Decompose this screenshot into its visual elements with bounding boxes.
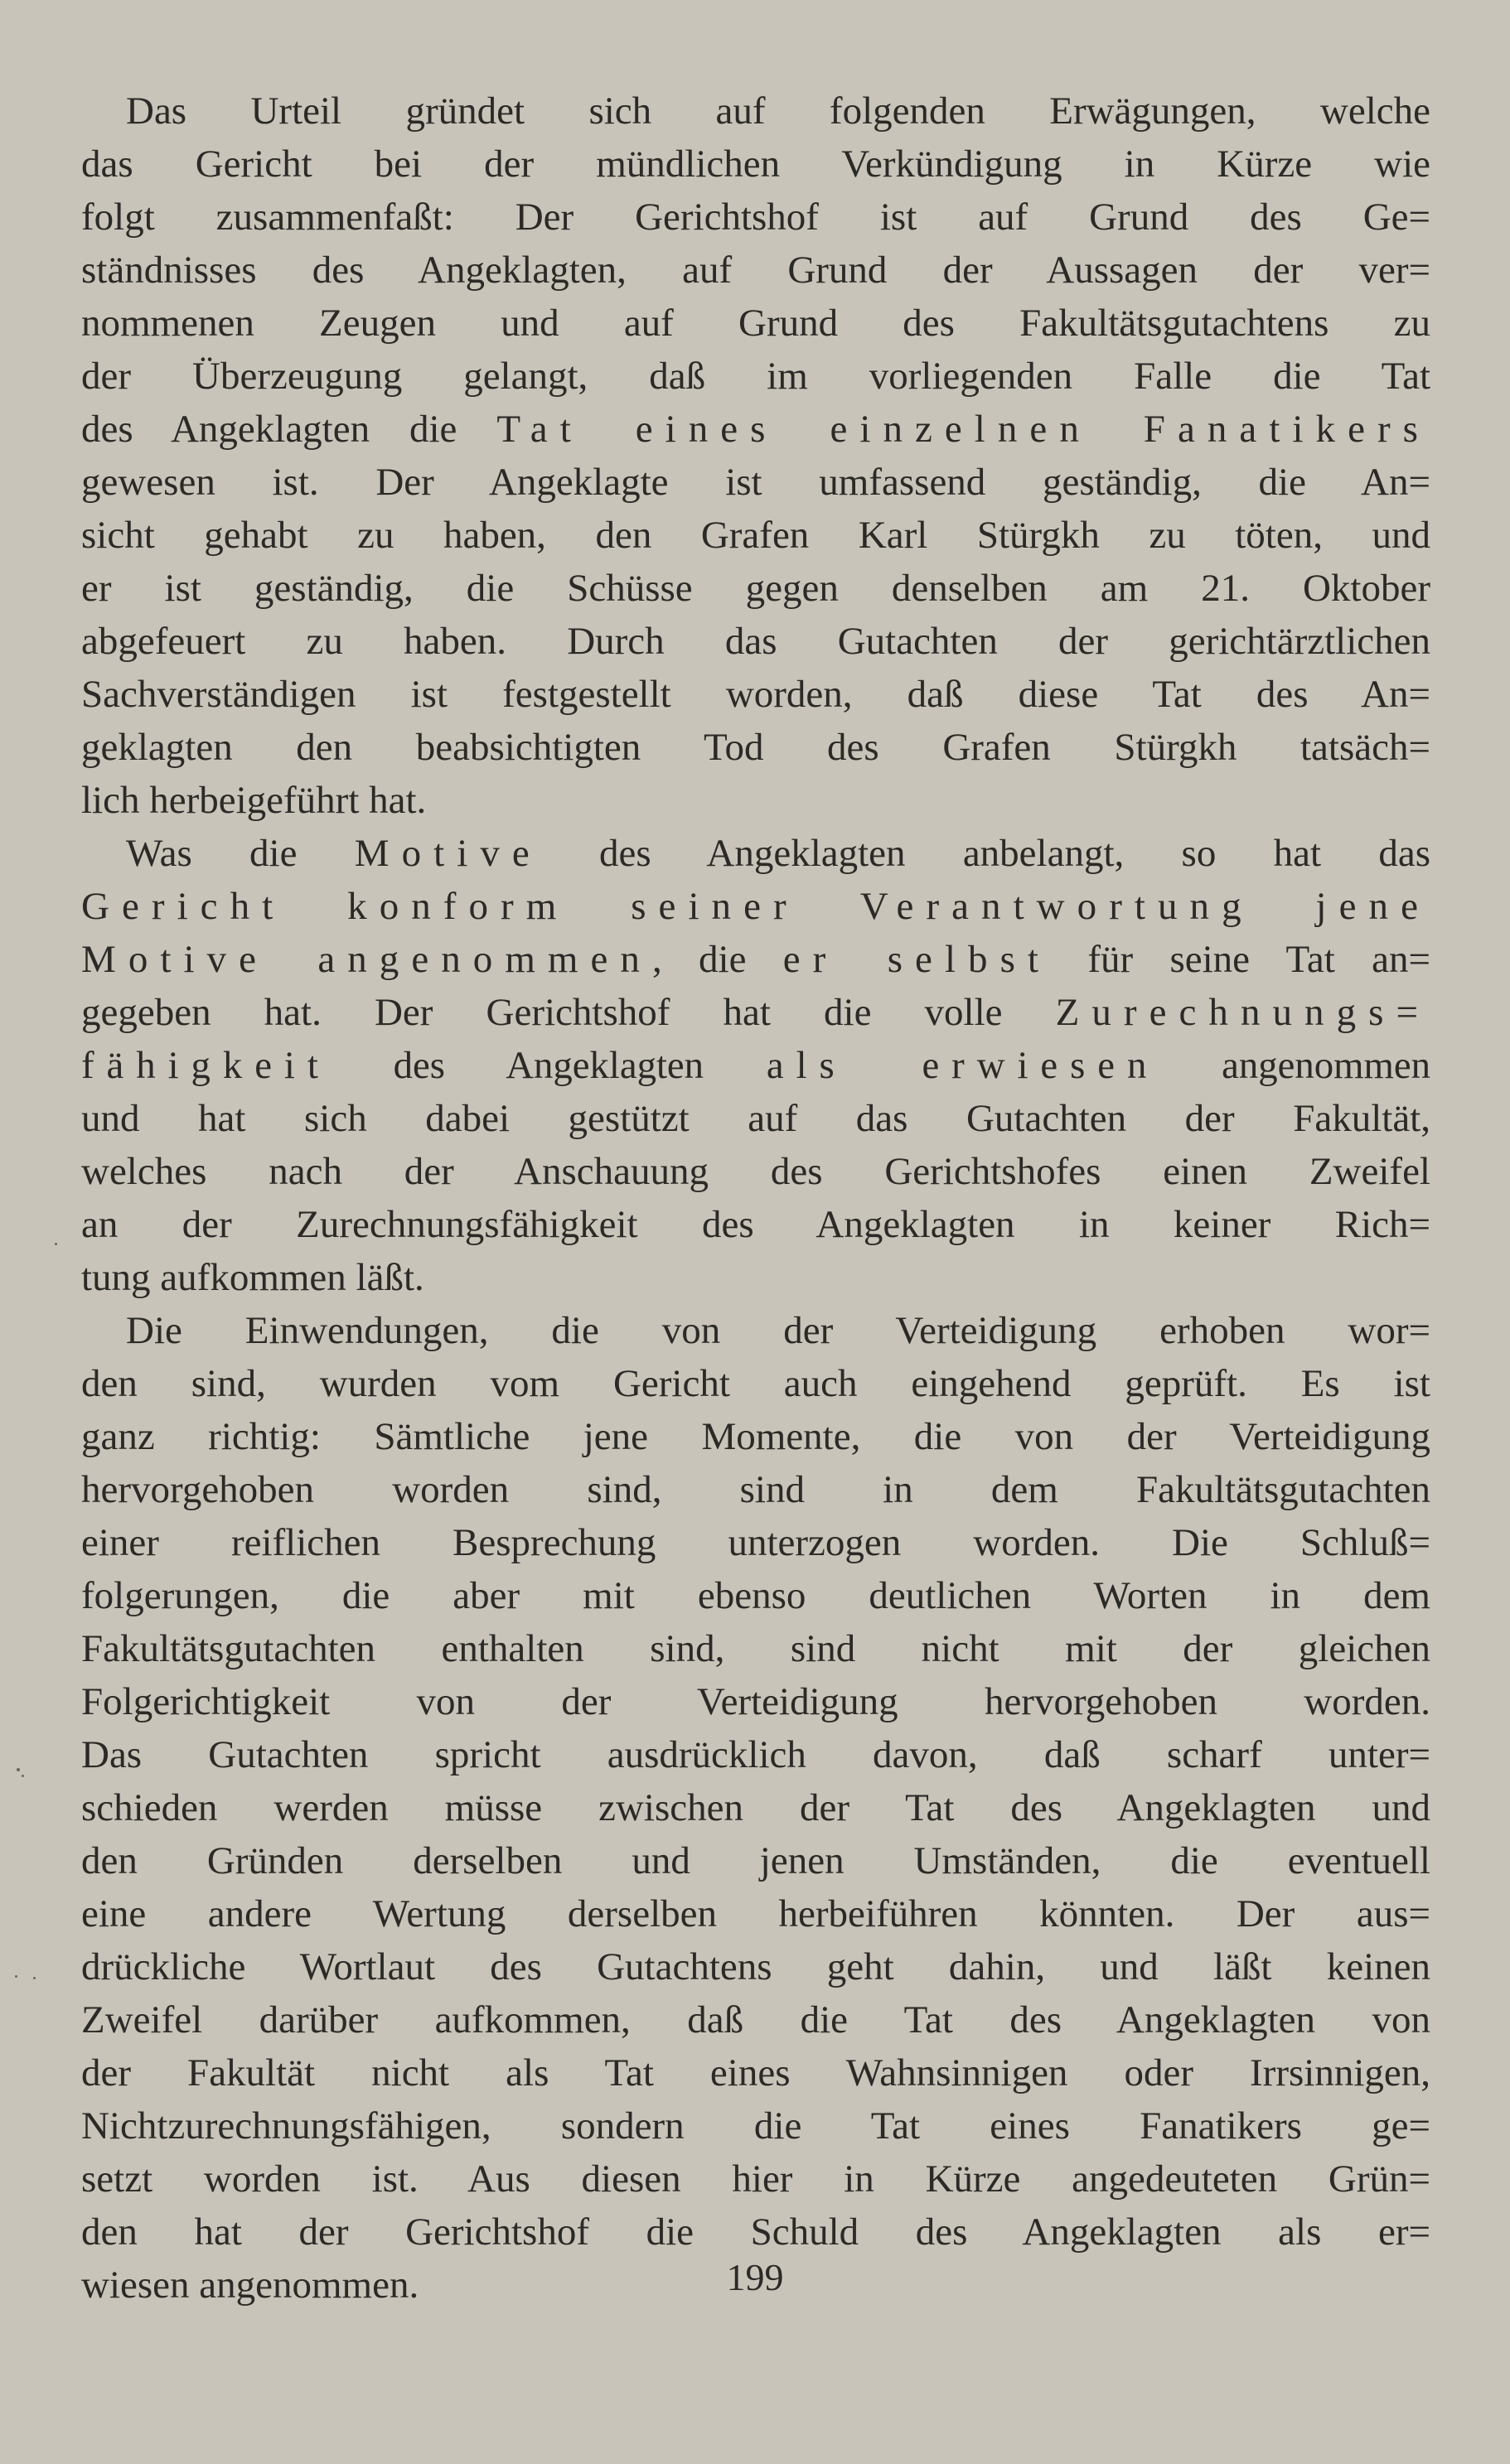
text-run: gegeben hat. Der Gerichtshof hat die volle (81, 991, 1056, 1034)
print-speck (22, 1775, 24, 1777)
text-run: welches nach der Anschauung des Gerichtshofes einen Zweifel (81, 1150, 1430, 1193)
text-run: abgefeuert zu haben. Durch das Gutachten der gerichtärztlichen (81, 620, 1430, 663)
text-run: wiesen angenommen. (81, 2263, 419, 2307)
text-line (81, 1463, 1430, 1516)
text-line (81, 1887, 1430, 1940)
text-run: nommenen Zeugen und auf Grund des Fakultätsgutachtens zu (81, 302, 1430, 345)
text-line (81, 403, 1430, 456)
text-line (81, 244, 1430, 297)
print-speck (17, 1768, 20, 1771)
text-run: des Angeklagten die (81, 408, 497, 451)
emphasized-text: Tat eines einzelnen Fanatikers (496, 408, 1430, 451)
text-run: tung aufkommen läßt. (81, 1256, 424, 1299)
text-line (81, 1251, 1430, 1304)
text-line (81, 1039, 1430, 1092)
text-line (81, 1675, 1430, 1728)
text-run: drückliche Wortlaut des Gutachtens geht dahin, und läßt keinen (81, 1945, 1430, 1988)
text-run: ständnisses des Angeklagten, auf Grund der Aussagen der ver= (81, 249, 1430, 292)
text-run: eine andere Wertung derselben herbeiführen könnten. Der aus= (81, 1892, 1430, 1935)
text-line (81, 2152, 1430, 2206)
text-line (81, 986, 1430, 1039)
text-line (81, 2046, 1430, 2099)
text-run: folgerungen, die aber mit ebenso deutlichen Worten in dem (81, 1574, 1430, 1617)
text-run: setzt worden ist. Aus diesen hier in Kürze angedeuteten Grün= (81, 2157, 1430, 2201)
print-speck (55, 1243, 57, 1245)
text-line (81, 1728, 1430, 1781)
text-run: für seine Tat an= (1051, 938, 1430, 981)
text-run: den sind, wurden vom Gericht auch eingehend geprüft. Es ist (81, 1362, 1430, 1405)
text-run: der Überzeugung gelangt, daß im vorliegenden Falle die Tat (81, 355, 1430, 398)
text-run: Folgerichtigkeit von der Verteidigung hervorgehoben worden. (81, 1680, 1430, 1723)
text-line (81, 774, 1430, 827)
text-run: und hat sich dabei gestützt auf das Gutachten der Fakultät, (81, 1097, 1430, 1140)
text-line (81, 1569, 1430, 1622)
text-run: Das Urteil gründet sich auf folgenden Erwägungen, welche (126, 89, 1430, 133)
text-line (81, 1410, 1430, 1463)
text-run: Fakultätsgutachten enthalten sind, sind nicht mit der gleichen (81, 1627, 1430, 1670)
text-line (81, 562, 1430, 615)
text-run: folgt zusammenfaßt: Der Gerichtshof ist auf Grund des Ge= (81, 196, 1430, 239)
emphasized-text: Motive angenommen (81, 938, 652, 981)
text-line (81, 350, 1430, 403)
text-line (81, 933, 1430, 986)
text-run: Die Einwendungen, die von der Verteidigung erhoben wor= (126, 1309, 1430, 1352)
body-text (81, 85, 1430, 2312)
text-run: den hat der Gerichtshof die Schuld des Angeklagten als er= (81, 2210, 1430, 2254)
text-line (81, 138, 1430, 191)
text-line (81, 85, 1430, 138)
text-line (81, 1092, 1430, 1145)
text-line (81, 1357, 1430, 1410)
text-run: lich herbeigeführt hat. (81, 779, 427, 822)
text-run: den Gründen derselben und jenen Umständen, die eventuell (81, 1839, 1430, 1882)
emphasized-text: fähigkeit (81, 1044, 331, 1087)
text-run: der Fakultät nicht als Tat eines Wahnsinnigen oder Irrsinnigen, (81, 2051, 1430, 2094)
text-line (81, 1940, 1430, 1993)
text-line (81, 1304, 1430, 1357)
text-line (81, 509, 1430, 562)
text-run: Was die (126, 832, 355, 875)
print-speck (33, 1977, 36, 1979)
text-run: sicht gehabt zu haben, den Grafen Karl Stürgkh zu töten, und (81, 514, 1430, 557)
emphasized-text: als erwiesen (766, 1044, 1159, 1087)
text-line (81, 721, 1430, 774)
text-run: Nichtzurechnungsfähigen, sondern die Tat eines Fanatikers ge= (81, 2104, 1430, 2148)
text-line (81, 1834, 1430, 1887)
text-run: einer reiflichen Besprechung unterzogen worden. Die Schluß= (81, 1521, 1430, 1564)
text-run: das Gericht bei der mündlichen Verkündigung in Kürze wie (81, 143, 1430, 186)
text-line (81, 1198, 1430, 1251)
text-line (81, 1781, 1430, 1834)
text-line (81, 827, 1430, 880)
text-line (81, 297, 1430, 350)
print-speck (15, 1975, 17, 1978)
text-run: angenommen (1159, 1044, 1430, 1087)
text-line (81, 1993, 1430, 2046)
text-run: Das Gutachten spricht ausdrücklich davon, daß scharf unter= (81, 1733, 1430, 1776)
text-line (81, 2099, 1430, 2152)
text-line (81, 1622, 1430, 1675)
text-run: er ist geständig, die Schüsse gegen denselben am 21. Oktober (81, 567, 1430, 610)
text-run: des Angeklagten (330, 1044, 767, 1087)
text-run: ganz richtig: Sämtliche jene Momente, die von der Verteidigung (81, 1415, 1430, 1458)
text-line (81, 456, 1430, 509)
text-run: des Angeklagten anbelangt, so hat das (541, 832, 1430, 875)
text-line (81, 668, 1430, 721)
text-run: geklagten den beabsichtigten Tod des Grafen Stürgkh tatsäch= (81, 726, 1430, 769)
text-line (81, 1145, 1430, 1198)
text-run: hervorgehoben worden sind, sind in dem Fakultätsgutachten (81, 1468, 1430, 1511)
emphasized-text: Motive (354, 832, 542, 875)
emphasized-text: er selbst (782, 938, 1052, 981)
text-line (81, 880, 1430, 933)
text-run: gewesen ist. Der Angeklagte ist umfassend geständig, die An= (81, 461, 1430, 504)
text-line (81, 615, 1430, 668)
text-line (81, 1516, 1430, 1569)
page-number: 199 (726, 2256, 784, 2298)
text-run: schieden werden müsse zwischen der Tat des Angeklagten und (81, 1786, 1430, 1829)
text-run: Zweifel darüber aufkommen, daß die Tat des Angeklagten von (81, 1998, 1430, 2041)
text-line (81, 2206, 1430, 2259)
text-line (81, 191, 1430, 244)
text-run: , die (651, 938, 783, 981)
emphasized-text: Zurechnungs= (1055, 991, 1430, 1034)
text-run: an der Zurechnungsfähigkeit des Angeklagten in keiner Rich= (81, 1203, 1430, 1246)
text-run: Sachverständigen ist festgestellt worden, daß diese Tat des An= (81, 673, 1430, 716)
emphasized-text: Gericht konform seiner Verantwortung jene (81, 885, 1430, 928)
